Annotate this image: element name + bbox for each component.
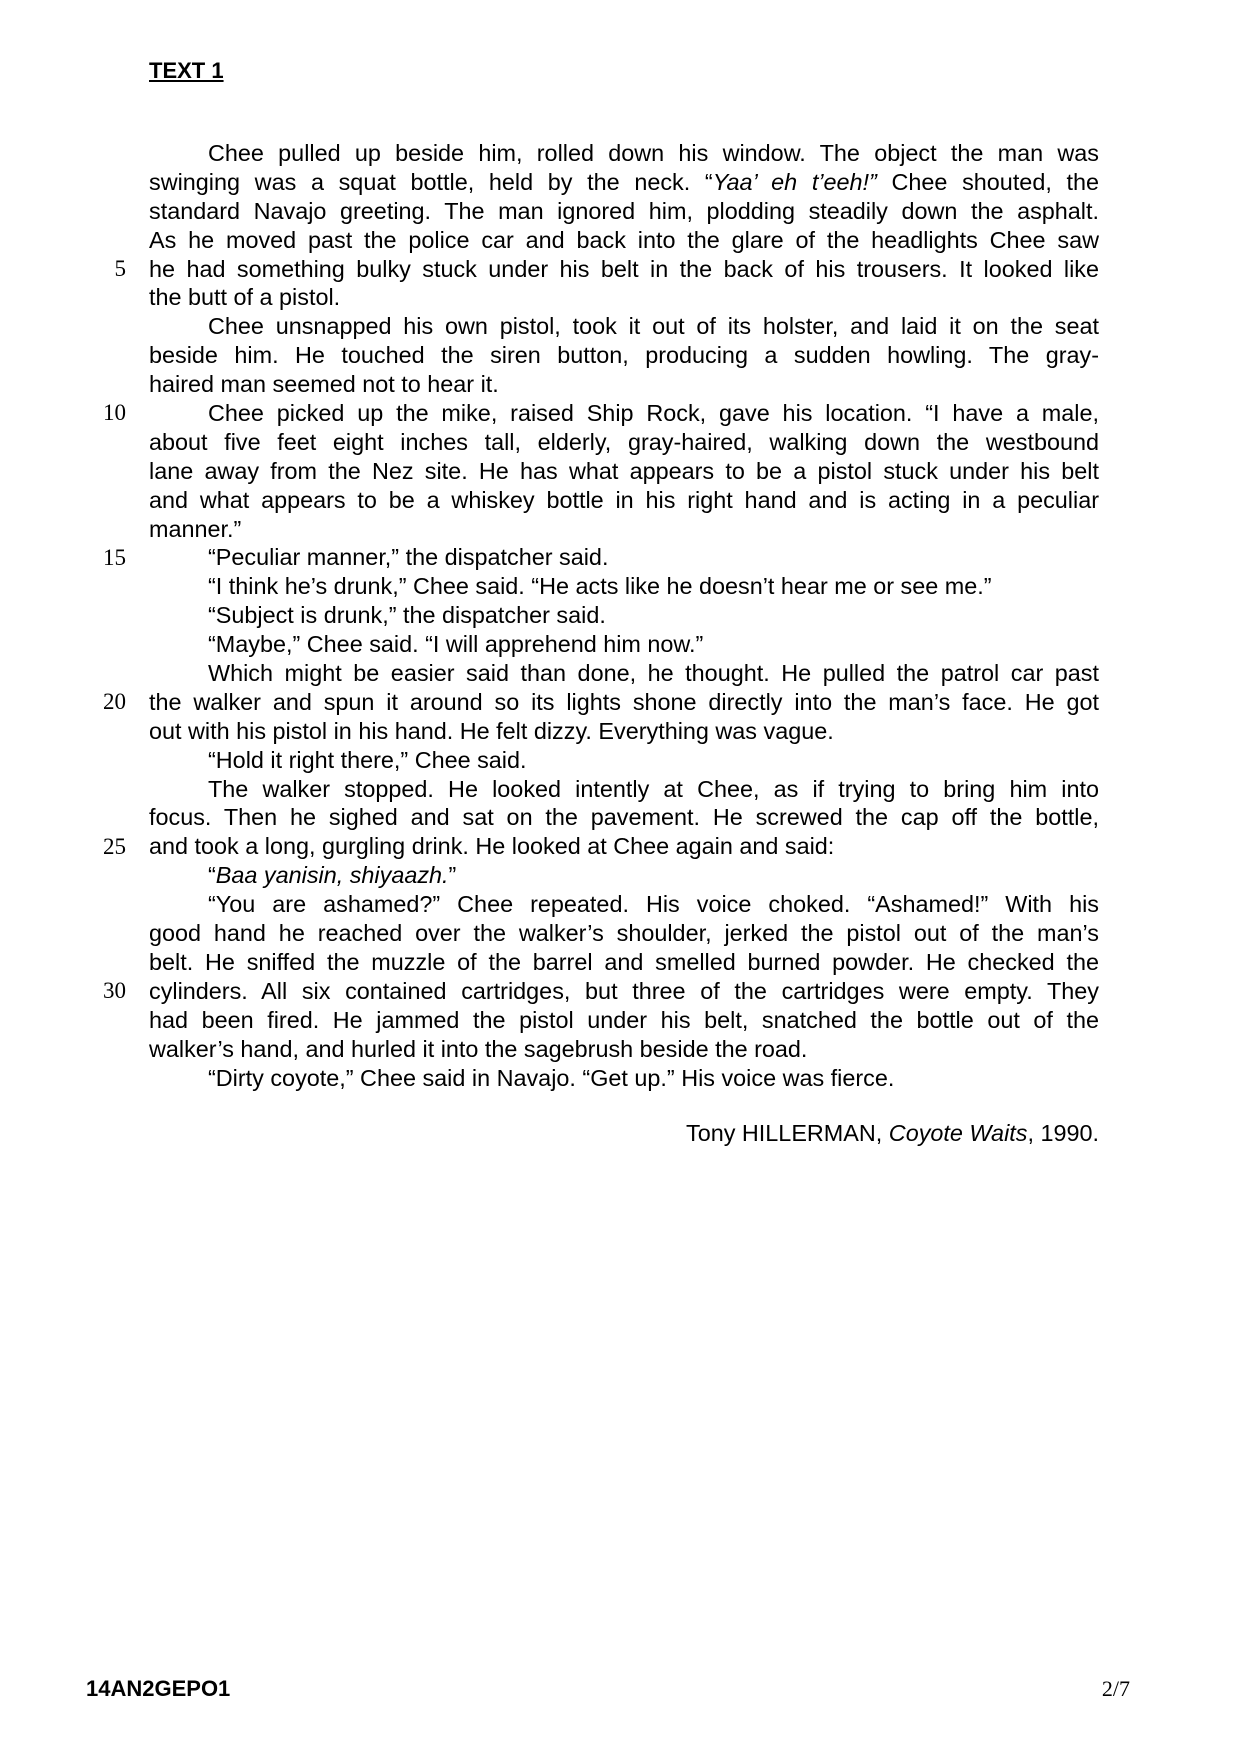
- text-segment: beside him. He touched the siren button, producing a sudden howling. The gray-: [149, 342, 1099, 369]
- text-segment: manner.”: [149, 515, 242, 542]
- text-line: [149, 775, 1099, 804]
- text-segment: the walker and spun it around so its lights shone directly into the man’s face. He got: [149, 688, 1099, 715]
- text-segment: haired man seemed not to hear it.: [149, 371, 499, 398]
- text-segment: “Hold it right there,” Chee said.: [208, 746, 527, 773]
- text-segment: “Dirty coyote,” Chee said in Navajo. “Get up.” His voice was fierce.: [208, 1064, 895, 1091]
- text-segment: cylinders. All six contained cartridges, but three of the cartridges were empty. They: [149, 977, 1099, 1004]
- text-line: [149, 486, 1099, 515]
- text-line: [149, 601, 1099, 630]
- source-citation: [149, 1120, 1099, 1147]
- text-line: [149, 341, 1099, 370]
- italic-segment: Yaa’ eh t’eeh!”: [712, 168, 877, 195]
- text-line: [149, 226, 1099, 255]
- passage-body: [149, 139, 1099, 1092]
- page-number: 2/7: [1101, 1676, 1130, 1701]
- text-line: [149, 457, 1099, 486]
- text-segment: had been fired. He jammed the pistol under his belt, snatched the bottle out of the: [149, 1006, 1099, 1033]
- text-segment: Chee shouted, the: [876, 168, 1100, 195]
- text-segment: standard Navajo greeting. The man ignored him, plodding steadily down the asphalt.: [149, 197, 1099, 224]
- line-number: 30: [103, 978, 126, 1004]
- text-segment: and took a long, gurgling drink. He looked at Chee again and said:: [149, 833, 835, 860]
- text-line: [149, 1064, 1099, 1093]
- text-segment: “Subject is drunk,” the dispatcher said.: [208, 602, 606, 629]
- text-line: [149, 1006, 1099, 1035]
- text-line: [149, 803, 1099, 832]
- text-segment: The walker stopped. He looked intently at Chee, as if trying to bring him into: [208, 775, 1099, 802]
- text-segment: and what appears to be a whiskey bottle in his right hand and is acting in a peculiar: [149, 486, 1099, 513]
- text-segment: “Maybe,” Chee said. “I will apprehend him now.”: [208, 631, 704, 658]
- text-segment: walker’s hand, and hurled it into the sagebrush beside the road.: [149, 1035, 808, 1062]
- text-line: [149, 1035, 1099, 1064]
- text-segment: “: [208, 862, 216, 889]
- italic-segment: Baa yanisin, shiyaazh.: [215, 862, 449, 889]
- text-segment: the butt of a pistol.: [149, 284, 341, 311]
- text-line: [149, 197, 1099, 226]
- line-number: 25: [103, 833, 126, 859]
- text-segment: good hand he reached over the walker’s shoulder, jerked the pistol out of the man’s: [149, 920, 1099, 947]
- text-line: [149, 139, 1099, 168]
- citation-year: , 1990.: [1027, 1120, 1099, 1146]
- text-segment: belt. He sniffed the muzzle of the barrel and smelled burned powder. He checked the: [149, 948, 1099, 975]
- text-segment: Chee picked up the mike, raised Ship Rock, gave his location. “I have a male,: [208, 400, 1099, 427]
- text-segment: “You are ashamed?” Chee repeated. His voice choked. “Ashamed!” With his: [208, 891, 1099, 918]
- text-line: [149, 717, 1099, 746]
- text-line: [149, 255, 1099, 284]
- text-line: [149, 572, 1099, 601]
- text-line: [149, 543, 1099, 572]
- text-line: [149, 312, 1099, 341]
- text-segment: about five feet eight inches tall, elderly, gray-haired, walking down the westbound: [149, 428, 1099, 455]
- line-number: 20: [103, 689, 126, 715]
- text-segment: ”: [448, 862, 457, 889]
- text-line: [149, 168, 1099, 197]
- text-segment: “Peculiar manner,” the dispatcher said.: [208, 544, 609, 571]
- citation-title: Coyote Waits: [888, 1120, 1028, 1146]
- text-segment: lane away from the Nez site. He has what appears to be a pistol stuck under his belt: [149, 457, 1099, 484]
- text-line: [149, 977, 1099, 1006]
- text-line: [149, 370, 1099, 399]
- text-segment: out with his pistol in his hand. He felt dizzy. Everything was vague.: [149, 717, 834, 744]
- text-line: [149, 890, 1099, 919]
- text-segment: As he moved past the police car and back into the glare of the headlights Chee saw: [149, 226, 1099, 253]
- text-segment: swinging was a squat bottle, held by the neck. “: [149, 168, 713, 195]
- text-line: [149, 630, 1099, 659]
- text-segment: Chee pulled up beside him, rolled down his window. The object the man was: [208, 140, 1099, 166]
- exam-code: 14AN2GEPO1: [86, 1676, 231, 1701]
- citation-author: Tony HILLERMAN,: [686, 1120, 889, 1146]
- text-line: [149, 428, 1099, 457]
- text-heading: TEXT 1: [149, 58, 224, 83]
- text-segment: “I think he’s drunk,” Chee said. “He acts like he doesn’t hear me or see me.”: [208, 573, 992, 600]
- text-line: [149, 515, 1099, 544]
- text-line: [149, 746, 1099, 775]
- text-segment: Chee unsnapped his own pistol, took it out of its holster, and laid it on the seat: [208, 313, 1099, 340]
- text-segment: focus. Then he sighed and sat on the pavement. He screwed the cap off the bottle,: [149, 804, 1099, 831]
- text-line: [149, 688, 1099, 717]
- line-number: 5: [114, 255, 126, 281]
- text-line: [149, 948, 1099, 977]
- text-line: [149, 861, 1099, 890]
- line-number: 15: [103, 544, 126, 570]
- line-number: 10: [103, 400, 126, 426]
- text-line: [149, 659, 1099, 688]
- text-line: [149, 399, 1099, 428]
- text-segment: he had something bulky stuck under his belt in the back of his trousers. It looked like: [149, 255, 1099, 282]
- text-line: [149, 283, 1099, 312]
- text-line: [149, 919, 1099, 948]
- text-line: [149, 832, 1099, 861]
- text-segment: Which might be easier said than done, he thought. He pulled the patrol car past: [208, 660, 1099, 687]
